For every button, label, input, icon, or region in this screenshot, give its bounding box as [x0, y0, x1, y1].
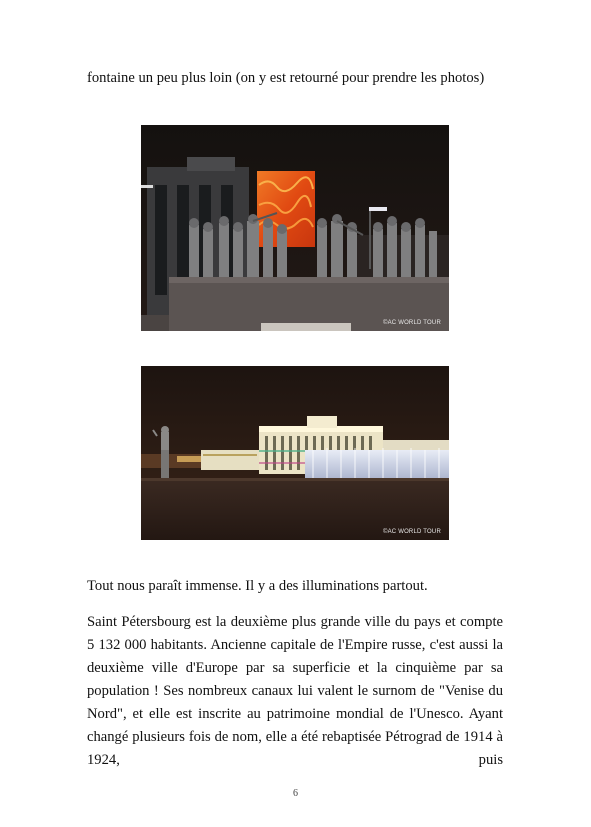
photo-monument-night: [141, 125, 449, 331]
paragraph-saint-petersbourg: Saint Pétersbourg est la deuxième plus grande ville du pays et compte 5 132 000 habitants. Ancienne capitale de l'Empire russe, c'est aussi la deuxième ville d'Europe par sa superficie et la cinquième par sa population ! Ses nombreux canaux lui valent le surnom de "Venise du Nord", et elle est inscrite au patrimoine mondial de l'Unesco. Ayant changé plusieurs fois de nom, elle a été rebaptisée Pétrograd de 1914 à 1924, puis: [87, 614, 503, 768]
photo-watermark: ©AC WORLD TOUR: [382, 529, 441, 535]
monument-image: [141, 125, 449, 331]
paragraph-intro: fontaine un peu plus loin (on y est retourné pour prendre les photos): [87, 70, 485, 86]
paragraph-illuminations: Tout nous paraît immense. Il y a des illuminations partout.: [87, 578, 428, 594]
fountain-image: [141, 366, 449, 540]
page-number: 6: [293, 788, 298, 799]
photo-square-fountain: [141, 366, 449, 540]
photo-watermark: ©AC WORLD TOUR: [382, 320, 441, 326]
